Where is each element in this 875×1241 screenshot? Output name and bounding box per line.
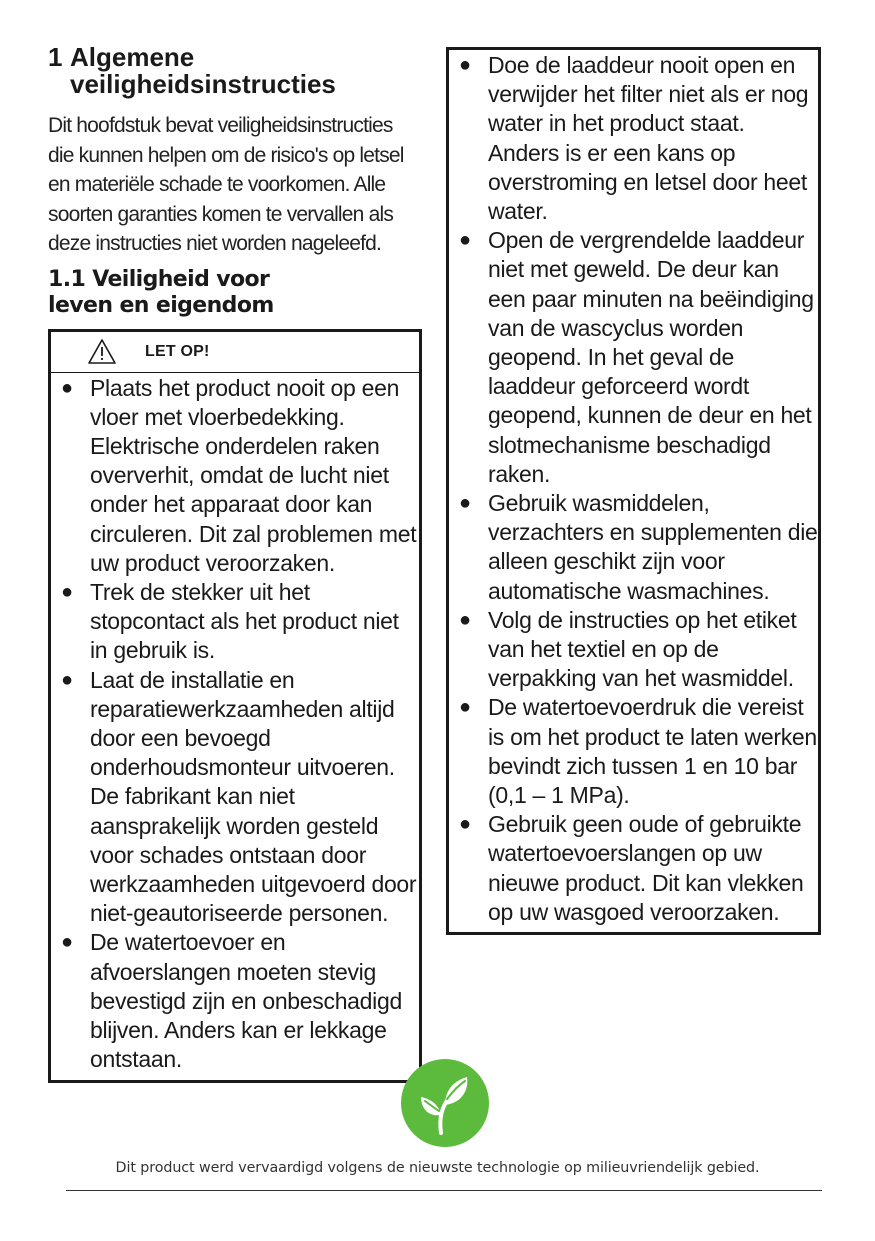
safety-item-text: De watertoevoerdruk die vereist is om het product te laten werken bevindt zich tussen 1 en 10 bar (0,1 – 1 MPa). [488, 694, 817, 809]
warning-list-item [51, 374, 419, 578]
warning-list-item [51, 578, 419, 666]
bullet-icon: ● [61, 376, 73, 399]
bullet-icon: ● [61, 580, 73, 603]
section-heading [48, 267, 422, 319]
bullet-icon: ● [459, 696, 471, 719]
eco-leaf-icon [401, 1059, 489, 1147]
safety-item-text: Volg de instructies op het etiket van het textiel en op de verpakking van het wasmiddel. [488, 606, 797, 692]
chapter-number: 1 [48, 42, 63, 72]
warning-list [51, 373, 419, 1081]
safety-item-text: Gebruik geen oude of gebruikte watertoevoerslangen op uw nieuwe product. Dit kan vlekken op uw wasgoed veroorzaken. [488, 811, 804, 925]
bullet-icon: ● [61, 931, 73, 954]
safety-list [449, 50, 818, 932]
warning-list-item [51, 666, 419, 929]
bullet-icon: ● [459, 608, 471, 631]
warning-triangle-icon [87, 338, 117, 365]
warning-item-text: Plaats het product nooit op een vloer met vloerbedekking. Elektrische onderdelen raken oververhit, omdat de lucht niet onder het apparaat door kan circuleren. Dit zal problemen met uw product veroorzaken. [90, 374, 417, 576]
warning-header [51, 332, 419, 373]
safety-list-item [449, 810, 818, 927]
warning-label: LET OP! [145, 342, 210, 360]
safety-list-item [449, 606, 818, 694]
warning-item-text: Laat de installatie en reparatiewerkzaamheden altijd door een bevoegd onderhoudsmonteur uitvoeren. De fabrikant kan niet aansprakelijk worden gesteld voor schades ontstaan door werkzaamheden uitgevoerd door niet-geautoriseerde personen. [90, 666, 417, 927]
bullet-icon: ● [459, 492, 471, 515]
section-title-line1: 1.1 Veiligheid voor [48, 266, 270, 292]
safety-item-text: Gebruik wasmiddelen, verzachters en supplementen die alleen geschikt zijn voor automatische wasmachines. [488, 490, 818, 604]
safety-list-item [449, 226, 818, 489]
footer-divider [66, 1190, 822, 1191]
warning-list-item [51, 928, 419, 1074]
warning-item-text: Trek de stekker uit het stopcontact als het product niet in gebruik is. [90, 578, 399, 664]
safety-list-item [449, 693, 818, 810]
safety-box [446, 47, 821, 935]
bullet-icon: ● [459, 229, 471, 252]
safety-list-item [449, 51, 818, 226]
section-title-line2: leven en eigendom [48, 292, 274, 318]
footer-text: Dit product werd vervaardigd volgens de nieuwste technologie op milieuvriendelijk gebied. [115, 1160, 760, 1176]
chapter-heading [48, 44, 422, 98]
left-column [48, 44, 422, 1083]
right-column [446, 47, 821, 935]
warning-item-text: De watertoevoer en afvoerslangen moeten stevig bevestigd zijn en onbeschadigd blijven. Anders kan er lekkage ontstaan. [90, 929, 402, 1073]
bullet-icon: ● [459, 54, 471, 76]
bullet-icon: ● [459, 813, 471, 836]
warning-box [48, 329, 422, 1084]
safety-item-text: Open de vergrendelde laaddeur niet met geweld. De deur kan een paar minuten na beëindiging van de wascyclus worden geopend. In het geval de laaddeur geforceerd wordt geopend, kunnen de deur en het slotmechanisme beschadigd raken. [488, 227, 814, 487]
chapter-intro: Dit hoofdstuk bevat veiligheidsinstructies die kunnen helpen om de risico's op letsel en materiële schade te voorkomen. Alle soorten garanties komen te vervallen als deze instructies niet worden nageleefd. [48, 114, 404, 255]
safety-list-item [449, 489, 818, 606]
safety-item-text: Doe de laaddeur nooit open en verwijder het filter niet als er nog water in het product staat. Anders is er een kans op overstroming en letsel door heet water. [488, 52, 809, 225]
bullet-icon: ● [61, 668, 73, 691]
chapter-title: Algemene veiligheidsinstructies [70, 42, 336, 99]
